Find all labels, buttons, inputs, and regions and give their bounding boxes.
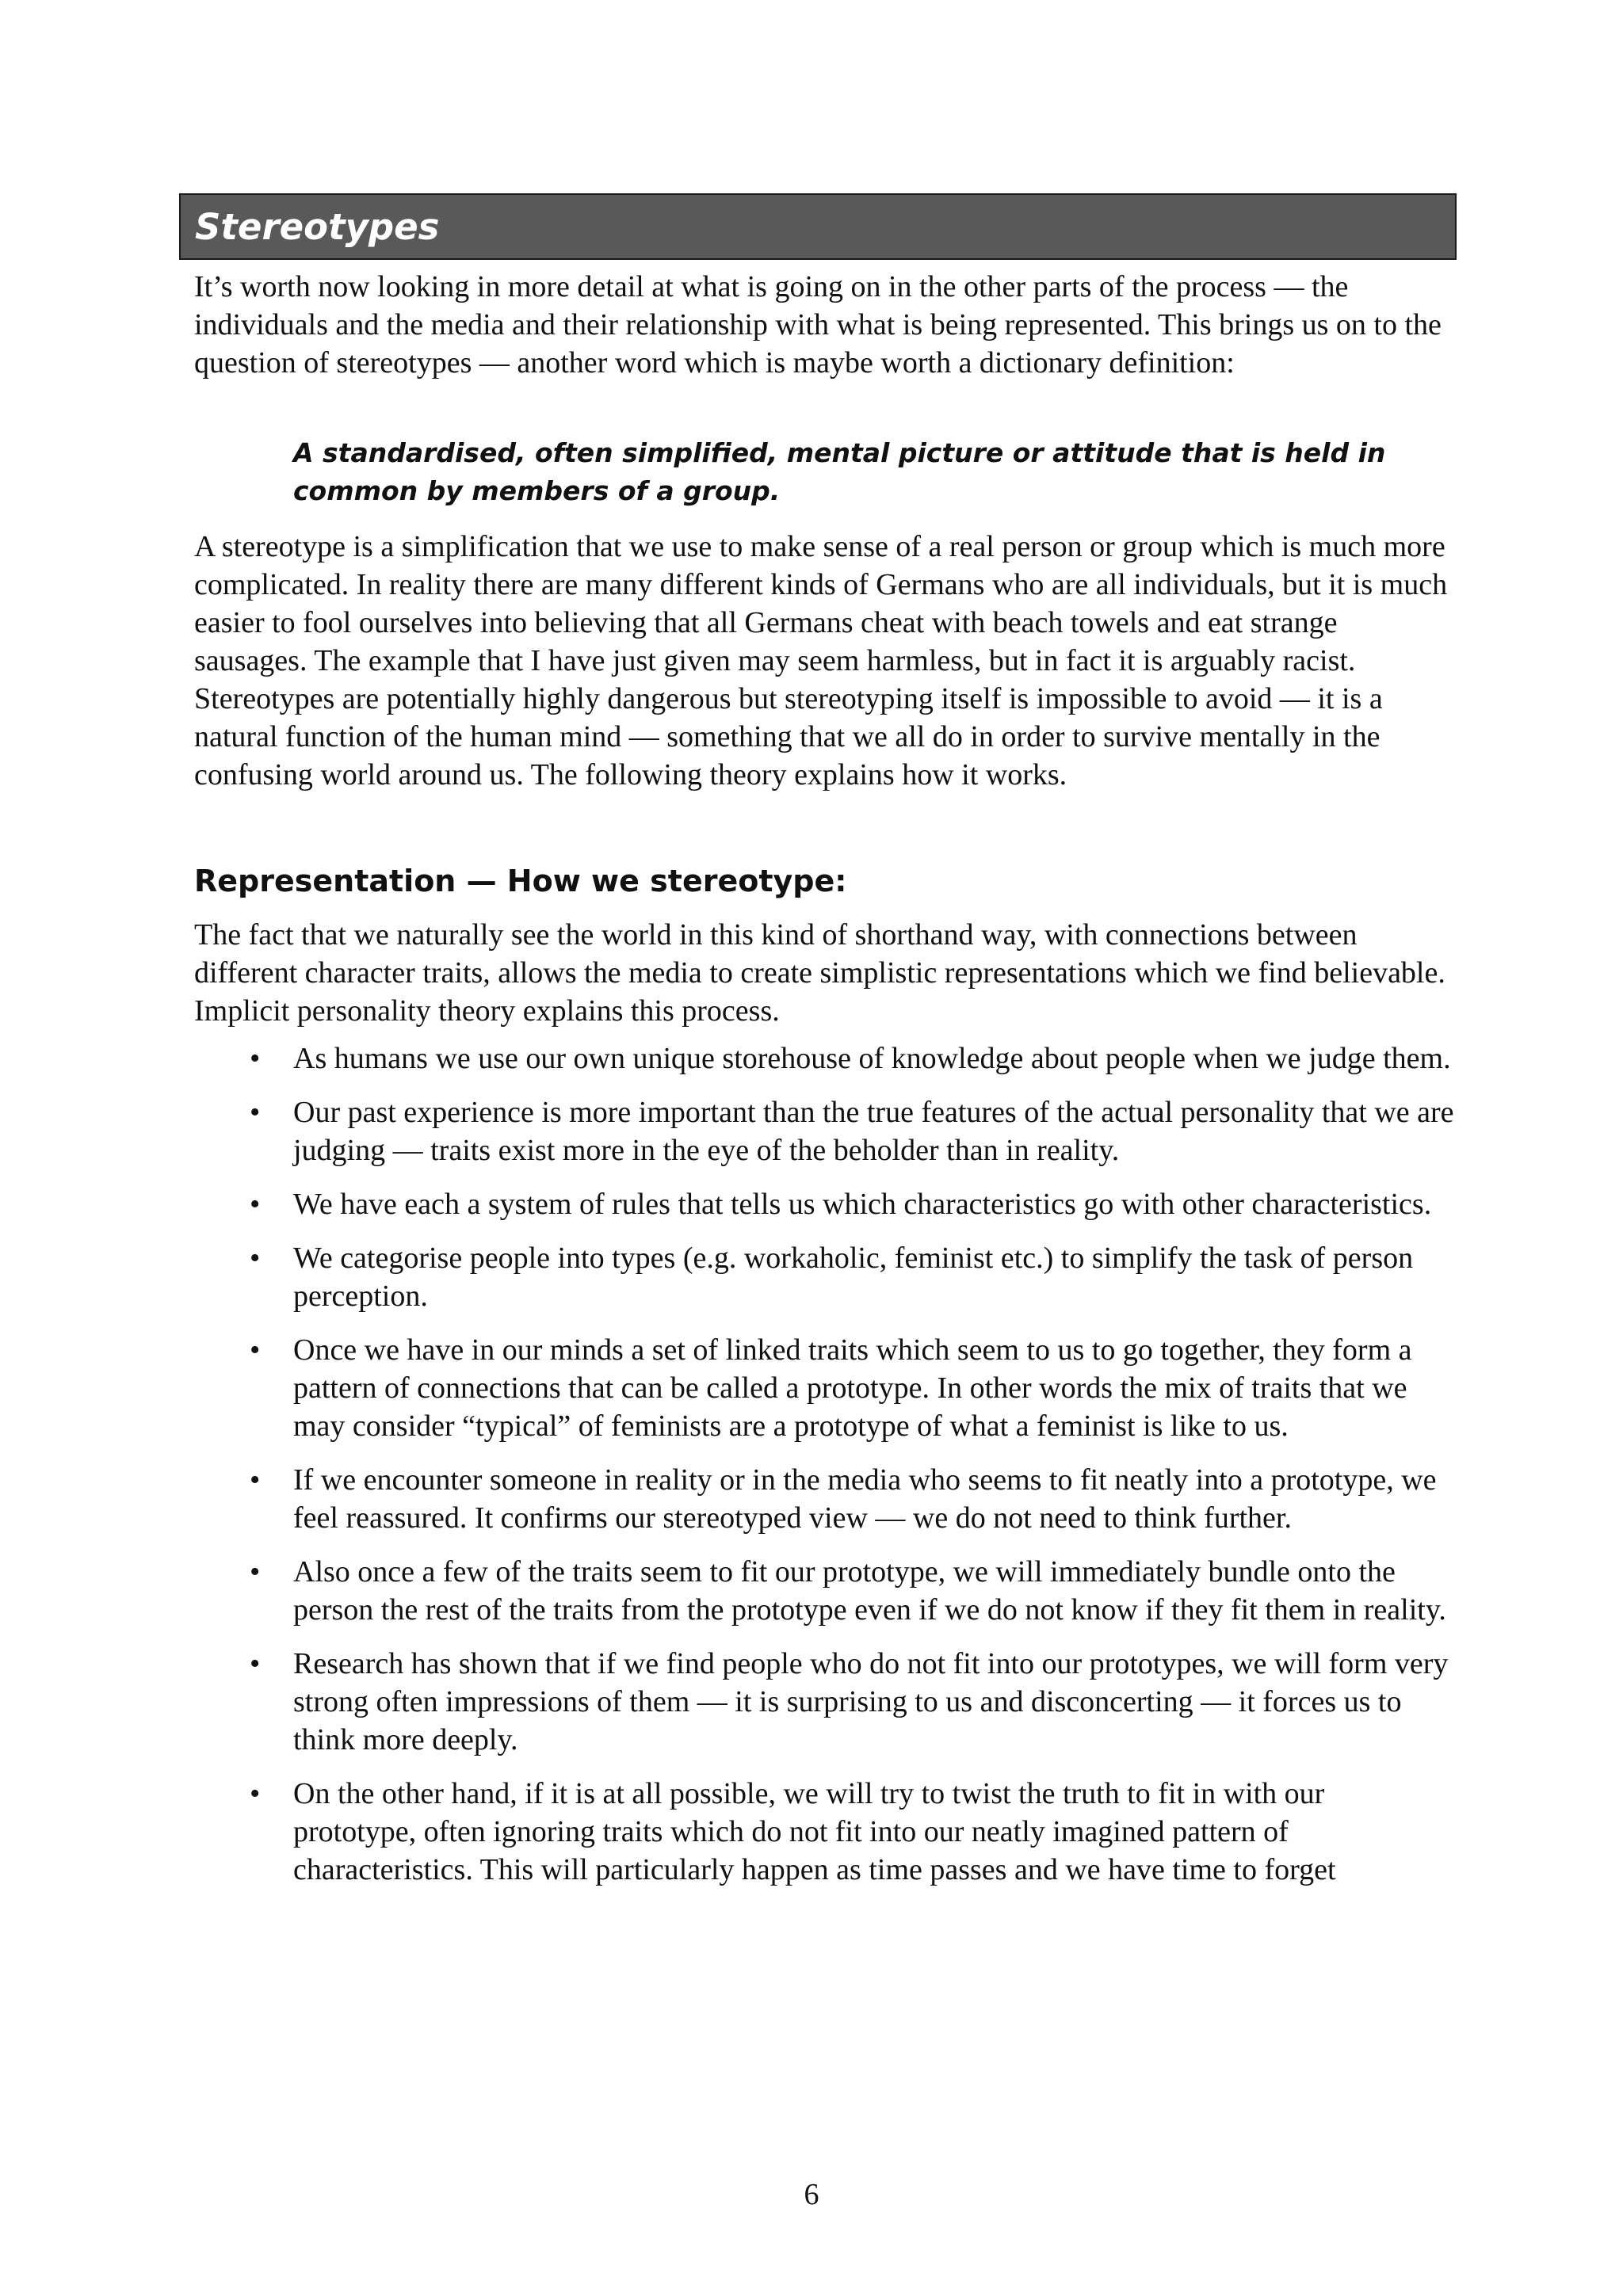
bullet-icon: •: [250, 1463, 261, 1497]
list-item-text: As humans we use our own unique storehouse of knowledge about people when we judge them.: [293, 1042, 1451, 1075]
page-number: 6: [804, 2178, 819, 2211]
bullet-icon: •: [250, 1042, 261, 1075]
list-item: [194, 1185, 1454, 1223]
bullet-icon: •: [250, 1555, 261, 1589]
stereotype-paragraph: A stereotype is a simplification that we use to make sense of a real person or group which is much more complicated. In reality there are many different kinds of Germans who are all individuals, but it is much easier to fool ourselves into believing that all Germans cheat with beach towels and eat strange sausages. The example that I have just given may seem harmless, but in fact it is arguably racist. Stereotypes are potentially highly dangerous but stereotyping itself is impossible to avoid — it is a natural function of the human mind — something that we all do in order to survive mentally in the confusing world around us. The following theory explains how it works.: [194, 530, 1448, 791]
representation-paragraph: The fact that we naturally see the world in this kind of shorthand way, with connections between different character traits, allows the media to create simplistic representations which we find believable. Implicit personality theory explains this process.: [194, 918, 1445, 1028]
list-item-text: Research has shown that if we find people who do not fit into our prototypes, we will form very strong often impressions of them — it is surprising to us and disconcerting — it forces us to think more deeply.: [293, 1647, 1449, 1756]
bullet-icon: •: [250, 1333, 261, 1367]
list-item: [194, 1553, 1454, 1629]
list-item-text: Our past experience is more important than the true features of the actual personality that we are judging — traits exist more in the eye of the beholder than in reality.: [293, 1096, 1454, 1167]
subheading: Representation — How we stereotype:: [194, 864, 847, 898]
bullet-icon: •: [250, 1647, 261, 1680]
list-item: [194, 1461, 1454, 1537]
list-item-text: We have each a system of rules that tells us which characteristics go with other characteristics.: [293, 1188, 1432, 1221]
list-item: [194, 1645, 1454, 1759]
list-item: [194, 1775, 1454, 1889]
list-item-text: On the other hand, if it is at all possible, we will try to twist the truth to fit in with our prototype, often ignoring traits which do not fit into our neatly imagined pattern of characteristics. This will particularly happen as time passes and we have time to forget: [293, 1777, 1336, 1886]
bullet-icon: •: [250, 1096, 261, 1129]
list-item: [194, 1239, 1454, 1315]
list-item-text: Also once a few of the traits seem to fit our prototype, we will immediately bundle onto the person the rest of the traits from the prototype even if we do not know if they fit them in reality.: [293, 1555, 1446, 1627]
list-item-text: If we encounter someone in reality or in the media who seems to fit neatly into a prototype, we feel reassured. It confirms our stereotyped view — we do not need to think further.: [293, 1463, 1437, 1535]
intro-paragraph: It’s worth now looking in more detail at what is going on in the other parts of the process — the individuals and the media and their relationship with what is being represented. This brings us on to the question of stereotypes — another word which is maybe worth a dictionary definition:: [194, 270, 1442, 379]
section-banner: [179, 193, 1457, 260]
definition-quote: A standardised, often simplified, mental picture or attitude that is held in common by members of a group.: [293, 437, 1386, 506]
list-item: [194, 1039, 1454, 1077]
section-title: Stereotypes: [195, 205, 440, 248]
bullet-icon: •: [250, 1777, 261, 1810]
list-item-text: We categorise people into types (e.g. workaholic, feminist etc.) to simplify the task of person perception.: [293, 1241, 1414, 1313]
list-item: [194, 1093, 1454, 1169]
list-item: [194, 1331, 1454, 1445]
bullet-icon: •: [250, 1241, 261, 1275]
list-item-text: Once we have in our minds a set of linked traits which seem to us to go together, they form a pattern of connections that can be called a prototype. In other words the mix of traits that we may consider “typical” of feminists are a prototype of what a feminist is like to us.: [293, 1333, 1412, 1443]
bullet-icon: •: [250, 1188, 261, 1221]
bullet-list: [194, 1039, 1454, 1905]
